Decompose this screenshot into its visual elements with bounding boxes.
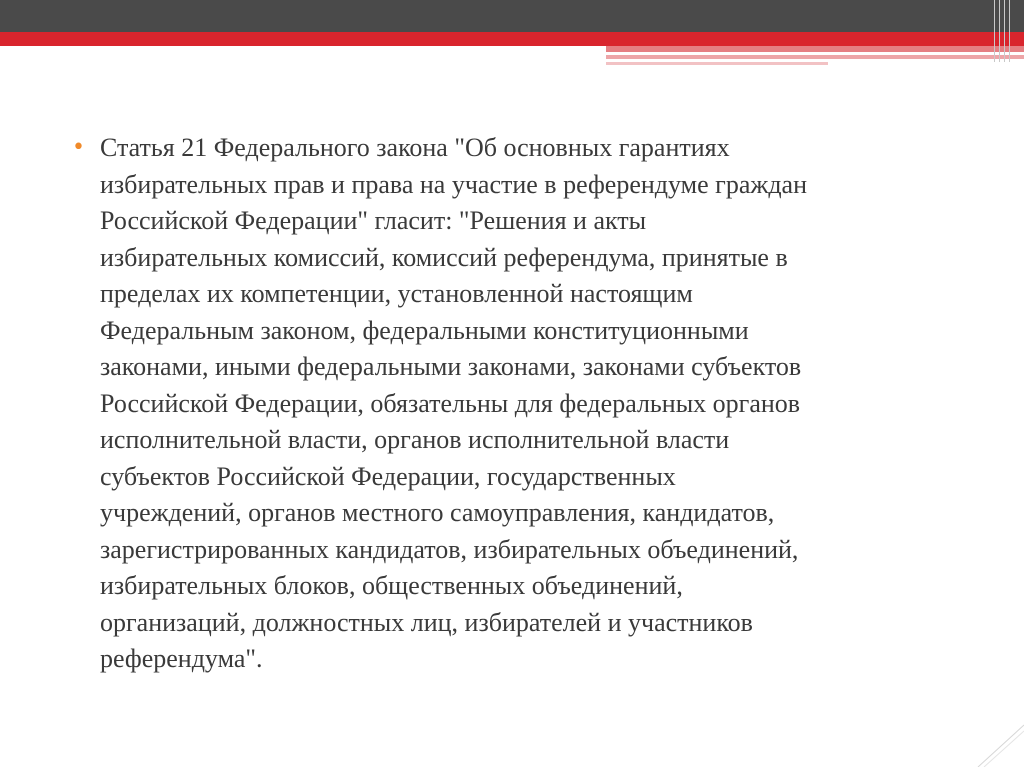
text-line: законами, иными федеральными законами, законами субъектов: [100, 352, 802, 381]
text-line: учреждений, органов местного самоуправления, кандидатов,: [100, 498, 775, 527]
text-line: субъектов Российской Федерации, государственных: [100, 461, 676, 491]
header-red-bar: [0, 32, 1024, 46]
text-line: исполнительной власти, органов исполнительной власти: [100, 425, 730, 454]
header-vertical-lines: [994, 0, 1018, 62]
vertical-line: [1009, 0, 1010, 62]
header-dark-bar: [0, 0, 1024, 32]
vertical-line: [999, 0, 1000, 62]
text-line: организаций, должностных лиц, избирателей и участников: [100, 607, 753, 637]
text-line: Федеральным законом, федеральными конституционными: [100, 315, 749, 345]
header-stripe: [606, 62, 828, 65]
vertical-line: [994, 0, 995, 62]
page-curl-icon: [964, 721, 1024, 767]
text-line: избирательных прав и права на участие в референдуме граждан: [100, 169, 808, 199]
header-stripe: [606, 46, 1024, 52]
text-line: Российской Федерации" гласит: "Решения и акты: [100, 206, 647, 235]
article-quote-text: [100, 130, 952, 678]
text-line: избирательных комиссий, комиссий референдума, принятые в: [100, 242, 788, 272]
text-line: зарегистрированных кандидатов, избирательных объединений,: [100, 534, 799, 564]
text-line: Российской Федерации, обязательны для федеральных органов: [100, 388, 801, 418]
bullet-item: [72, 130, 952, 678]
text-line: Статья 21 Федерального закона "Об основных гарантиях: [100, 133, 730, 162]
text-line: пределах их компетенции, установленной настоящим: [100, 279, 693, 308]
text-line: референдума".: [100, 644, 263, 673]
vertical-line: [1004, 0, 1005, 62]
text-line: избирательных блоков, общественных объединений,: [100, 571, 683, 600]
header-stripe: [606, 55, 1024, 59]
bullet-icon: •: [72, 135, 85, 160]
